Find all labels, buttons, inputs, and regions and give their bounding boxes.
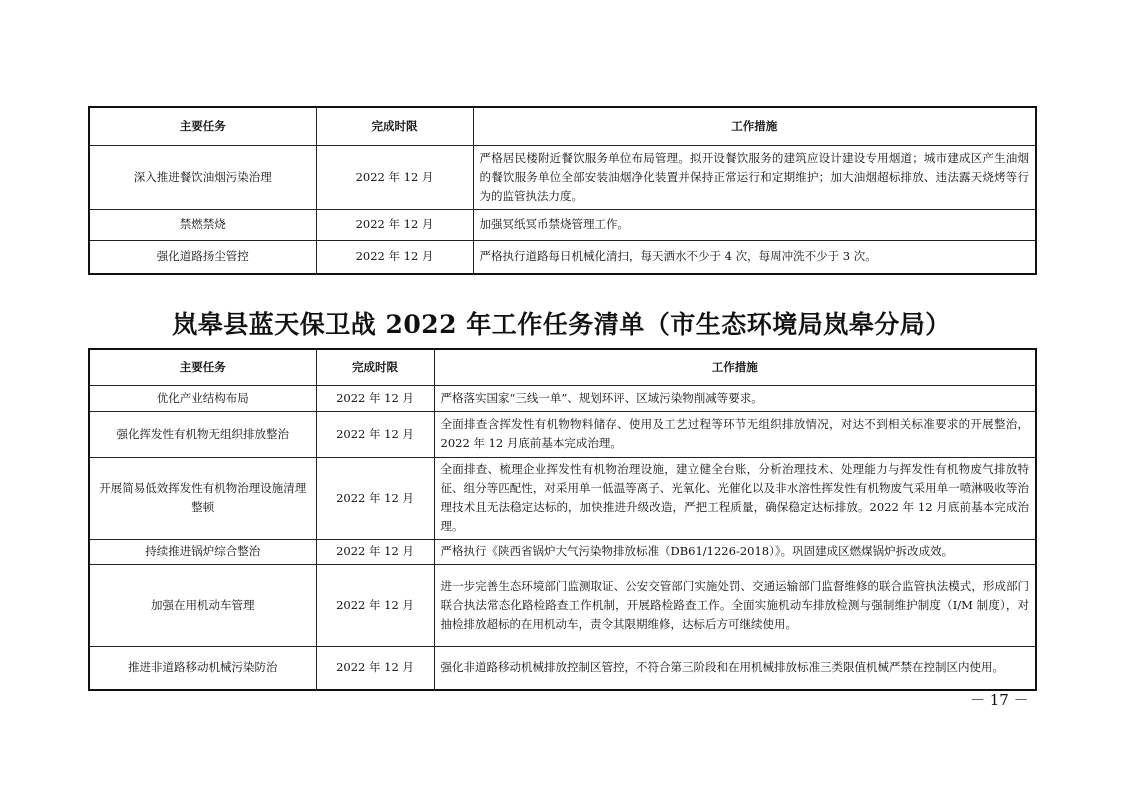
deadline-cell: 2022 年 12 月 (316, 385, 434, 411)
deadline-cell: 2022 年 12 月 (316, 457, 434, 539)
measures-cell: 严格落实国家“三线一单”、规划环评、区域污染物削减等要求。 (434, 385, 1036, 411)
task-cell: 开展简易低效挥发性有机物治理设施清理整顿 (89, 457, 316, 539)
task-cell: 持续推进锅炉综合整治 (89, 539, 316, 564)
task-table-1 (88, 106, 1037, 275)
table-row (89, 564, 1036, 646)
header-deadline: 完成时限 (316, 349, 434, 385)
table-row (89, 539, 1036, 564)
measures-cell: 严格执行道路每日机械化清扫，每天洒水不少于 4 次，每周冲洗不少于 3 次。 (473, 240, 1036, 274)
table-row (89, 145, 1036, 209)
deadline-cell: 2022 年 12 月 (316, 564, 434, 646)
table-header-row (89, 349, 1036, 385)
page-number: － 17 － (970, 691, 1029, 709)
header-deadline: 完成时限 (316, 107, 473, 145)
measures-cell: 强化非道路移动机械排放控制区管控，不符合第三阶段和在用机械排放标准三类限值机械严禁在控制区内使用。 (434, 646, 1036, 690)
header-measures: 工作措施 (473, 107, 1036, 145)
measures-cell: 严格执行《陕西省锅炉大气污染物排放标准（DB61/1226-2018）》。巩固建成区燃煤锅炉拆改成效。 (434, 539, 1036, 564)
deadline-cell: 2022 年 12 月 (316, 411, 434, 457)
task-cell: 优化产业结构布局 (89, 385, 316, 411)
deadline-cell: 2022 年 12 月 (316, 240, 473, 274)
task-cell: 强化道路扬尘管控 (89, 240, 316, 274)
header-task: 主要任务 (89, 349, 316, 385)
deadline-cell: 2022 年 12 月 (316, 646, 434, 690)
table-row (89, 385, 1036, 411)
table-row (89, 411, 1036, 457)
table-row (89, 209, 1036, 240)
measures-cell: 进一步完善生态环境部门监测取证、公安交管部门实施处罚、交通运输部门监督维修的联合监管执法模式，形成部门联合执法常态化路检路查工作机制，开展路检路查工作。全面实施机动车排放检测与强制维护制度（I/M 制度），对抽检排放超标的在用机动车，责令其限期维修，达标后方可继续使用。 (434, 564, 1036, 646)
deadline-cell: 2022 年 12 月 (316, 209, 473, 240)
measures-cell: 全面排查含挥发性有机物物料储存、使用及工艺过程等环节无组织排放情况，对达不到相关标准要求的开展整治，2022 年 12 月底前基本完成治理。 (434, 411, 1036, 457)
table-row (89, 646, 1036, 690)
task-cell: 强化挥发性有机物无组织排放整治 (89, 411, 316, 457)
table-header-row (89, 107, 1036, 145)
deadline-cell: 2022 年 12 月 (316, 539, 434, 564)
header-measures: 工作措施 (434, 349, 1036, 385)
header-task: 主要任务 (89, 107, 316, 145)
task-cell: 禁燃禁烧 (89, 209, 316, 240)
deadline-cell: 2022 年 12 月 (316, 145, 473, 209)
measures-cell: 加强冥纸冥币禁烧管理工作。 (473, 209, 1036, 240)
measures-cell: 全面排查、梳理企业挥发性有机物治理设施，建立健全台账，分析治理技术、处理能力与挥发性有机物废气排放特征、组分等匹配性，对采用单一低温等离子、光氧化、光催化以及非水溶性挥发性有机物废气采用单一喷淋吸收等治理技术且无法稳定达标的，加快推进升级改造，严把工程质量，确保稳定达标排放。2022 年 12 月底前基本完成治理。 (434, 457, 1036, 539)
section-title: 岚皋县蓝天保卫战 2022 年工作任务清单（市生态环境局岚皋分局） (172, 310, 951, 339)
measures-cell: 严格居民楼附近餐饮服务单位布局管理。拟开设餐饮服务的建筑应设计建设专用烟道；城市建成区产生油烟的餐饮服务单位全部安装油烟净化装置并保持正常运行和定期维护；加大油烟超标排放、违法露天烧烤等行为的监管执法力度。 (473, 145, 1036, 209)
task-cell: 推进非道路移动机械污染防治 (89, 646, 316, 690)
task-cell: 深入推进餐饮油烟污染治理 (89, 145, 316, 209)
table-row (89, 240, 1036, 274)
task-cell: 加强在用机动车管理 (89, 564, 316, 646)
task-table-2 (88, 348, 1037, 691)
table-row (89, 457, 1036, 539)
